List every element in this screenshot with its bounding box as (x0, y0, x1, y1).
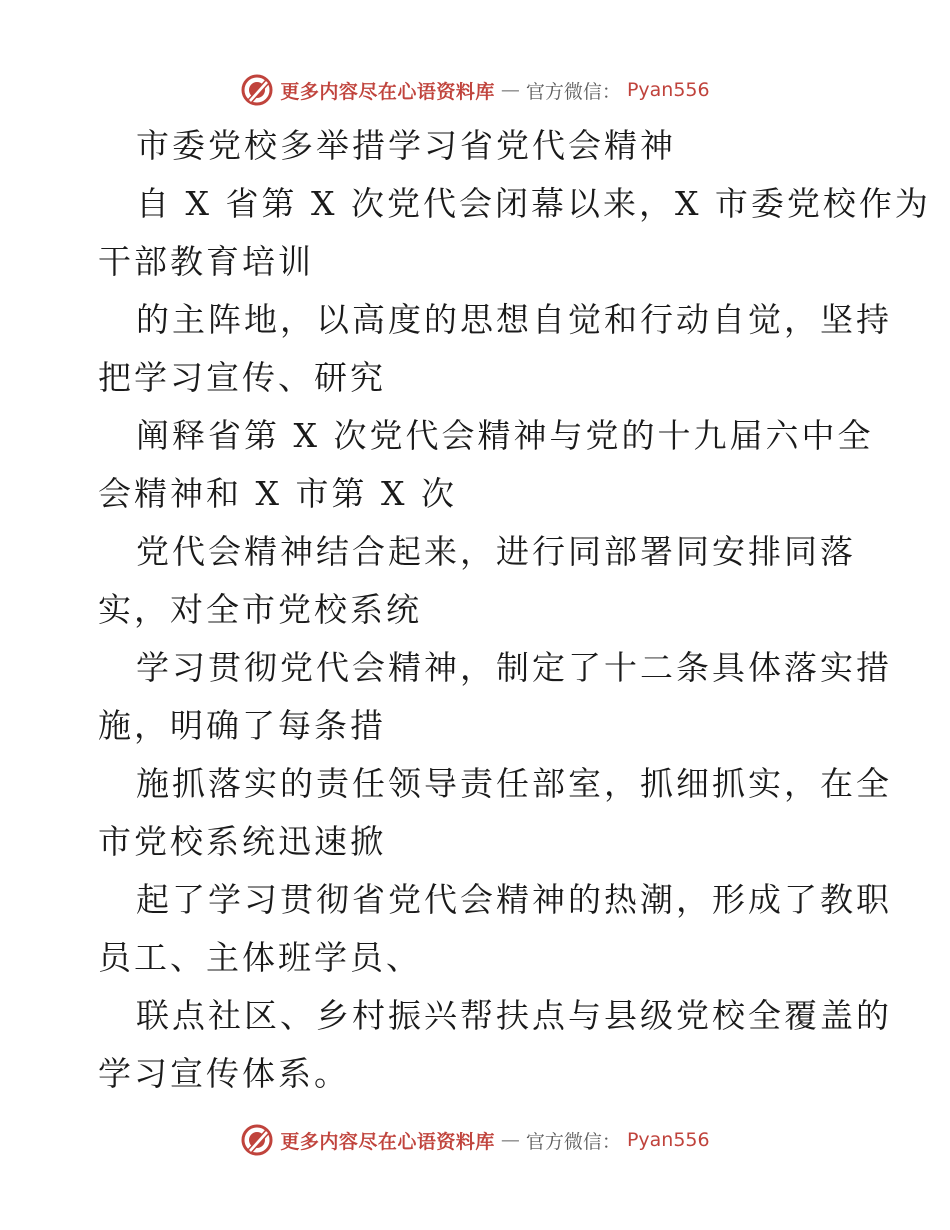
paragraph-line: 员工、主体班学员、 (98, 938, 422, 977)
banner-wechat-label: 官方微信： (525, 1130, 621, 1153)
paragraph-line: 实，对全市党校系统 (98, 590, 422, 629)
header-banner (0, 68, 950, 112)
paragraph-line: 自 X 省第 X 次党代会闭幕以来，X 市委党校作为 (136, 184, 931, 223)
paragraph-line: 党代会精神结合起来，进行同部署同安排同落 (136, 532, 856, 571)
footer-banner (0, 1118, 950, 1162)
paragraph-line: 学习宣传体系。 (98, 1054, 350, 1093)
pen-logo-icon (240, 1123, 274, 1157)
paragraph-line: 施抓落实的责任领导责任部室，抓细抓实，在全 (136, 764, 892, 803)
document-title: 市委党校多举措学习省党代会精神 (136, 126, 676, 165)
document-body (98, 124, 931, 1110)
paragraph-line: 阐释省第 X 次党代会精神与党的十九届六中全 (136, 416, 874, 455)
paragraph-line: 的主阵地，以高度的思想自觉和行动自觉，坚持 (136, 300, 892, 339)
banner-wechat-id: Pyan556 (626, 1129, 710, 1151)
banner-brand: 更多内容尽在心语资料库 (280, 1130, 495, 1153)
paragraph-line: 会精神和 X 市第 X 次 (98, 474, 457, 513)
paragraph-line: 起了学习贯彻省党代会精神的热潮，形成了教职 (136, 880, 892, 919)
paragraph-line: 联点社区、乡村振兴帮扶点与县级党校全覆盖的 (136, 996, 892, 1035)
banner-separator: — (500, 1129, 520, 1151)
paragraph-line: 市党校系统迅速掀 (98, 822, 386, 861)
banner-wechat-label: 官方微信： (525, 80, 621, 103)
paragraph-line: 干部教育培训 (98, 242, 314, 281)
paragraph-line: 把学习宣传、研究 (98, 358, 386, 397)
paragraph-line: 施，明确了每条措 (98, 706, 386, 745)
paragraph-line: 学习贯彻党代会精神，制定了十二条具体落实措 (136, 648, 892, 687)
banner-separator: — (500, 79, 520, 101)
banner-wechat-id: Pyan556 (626, 79, 710, 101)
pen-logo-icon (240, 73, 274, 107)
banner-brand: 更多内容尽在心语资料库 (280, 80, 495, 103)
